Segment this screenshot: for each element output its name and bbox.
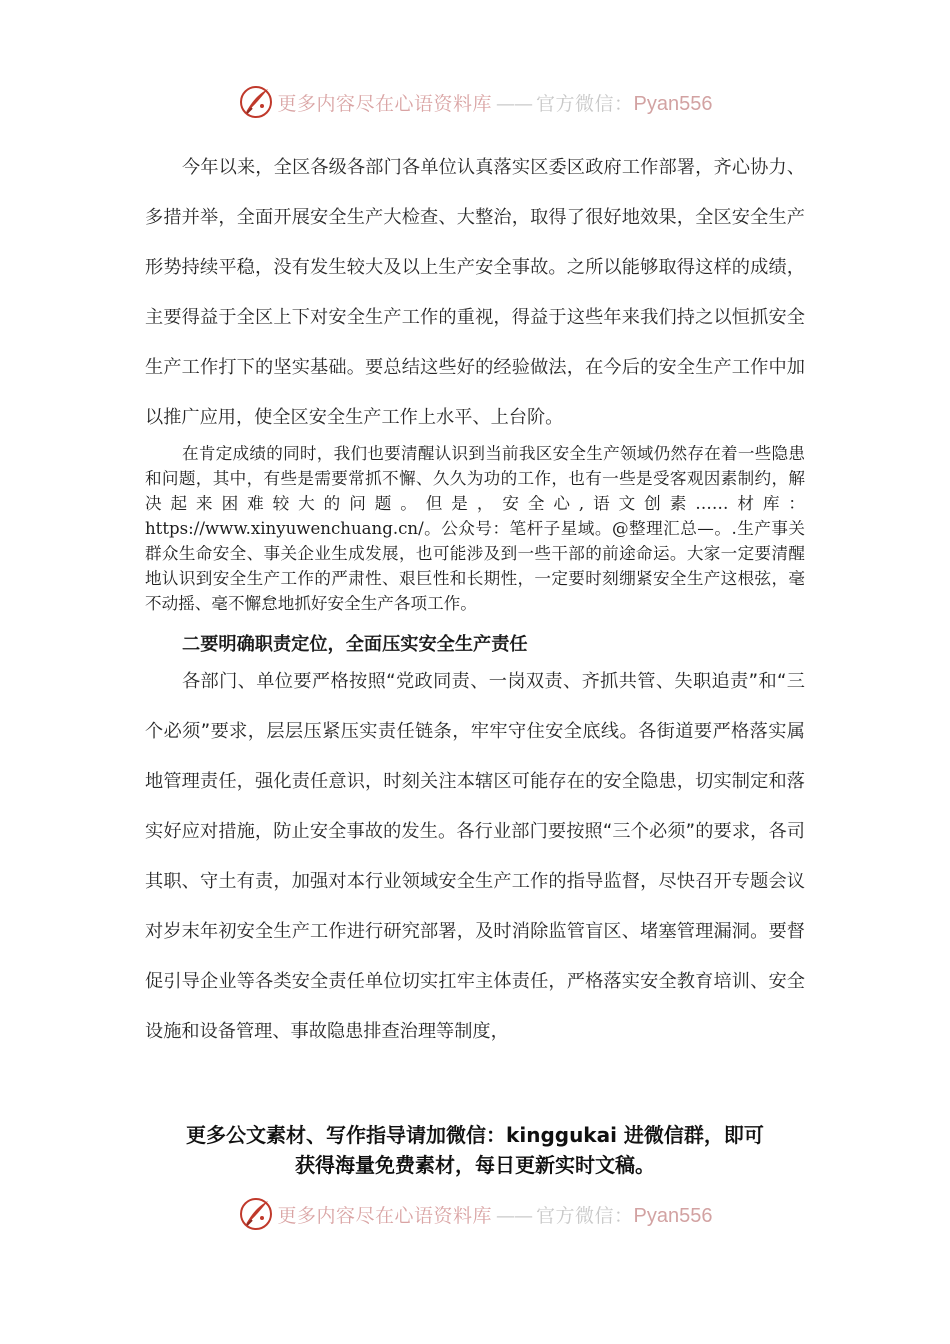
banner-site-text: 更多内容尽在心语资料库 bbox=[277, 92, 493, 115]
banner-wechat-id: Pyan556 bbox=[633, 1204, 713, 1227]
banner-site-text: 更多内容尽在心语资料库 bbox=[277, 1204, 493, 1227]
banner-separator: —— bbox=[496, 92, 533, 115]
section-heading: 二要明确职责定位，全面压实安全生产责任 bbox=[182, 634, 528, 655]
banner-wechat-id: Pyan556 bbox=[633, 92, 713, 115]
footer-banner bbox=[0, 1194, 950, 1234]
banner-text bbox=[278, 89, 713, 116]
quill-logo-icon bbox=[238, 1196, 274, 1232]
body-paragraph-3: 各部门、单位要严格按照“党政同责、一岗双责、齐抓共管、失职追责”和“三个必须”要求，层层压紧压实责任链条，牢牢守住安全底线。各街道要严格落实属地管理责任，强化责任意识，时刻关注本辖区可能存在的安全隐患，切实制定和落实好应对措施，防止安全事故的发生。各行业部门要按照“三个必须”的要求，各司其职、守土有责，加强对本行业领域安全生产工作的指导监督，尽快召开专题会议对岁末年初安全生产工作进行研究部署，及时消除监管盲区、堵塞管理漏洞。要督促引导企业等各类安全责任单位切实扛牢主体责任，严格落实安全教育培训、安全设施和设备管理、事故隐患排查治理等制度， bbox=[145, 671, 805, 1042]
header-banner bbox=[0, 82, 950, 122]
quill-logo-icon bbox=[238, 84, 274, 120]
banner-wechat-label: 官方微信： bbox=[536, 92, 634, 115]
promo-line-2: 获得海量免费素材，每日更新实时文稿。 bbox=[295, 1153, 655, 1177]
promo-line-1: 更多公文素材、写作指导请加微信：kinggukai 进微信群，即可 bbox=[186, 1123, 764, 1147]
banner-wechat-label: 官方微信： bbox=[536, 1204, 634, 1227]
banner-separator: —— bbox=[496, 1204, 533, 1227]
body-paragraph-2: 在肯定成绩的同时，我们也要清醒认识到当前我区安全生产领域仍然存在着一些隐患和问题，其中，有些是需要常抓不懈、久久为功的工作，也有一些是受客观因素制约，解决起来困难较大的问题。但是，安全心,语文创素……材库：https://www.xinyuwenchuang.cn/。公众号：笔杆子星域。@整理汇总—。.生产事关群众生命安全、事关企业生成发展，也可能涉及到一些干部的前途命运。大家一定要清醒地认识到安全生产工作的严肃性、艰巨性和长期性，一定要时刻绷紧安全生产这根弦，毫不动摇、毫不懈怠地抓好安全生产各项工作。 bbox=[145, 444, 805, 613]
promo-notice bbox=[120, 1120, 830, 1180]
body-paragraph-1: 今年以来，全区各级各部门各单位认真落实区委区政府工作部署，齐心协力、多措并举，全面开展安全生产大检查、大整治，取得了很好地效果，全区安全生产形势持续平稳，没有发生较大及以上生产安全事故。之所以能够取得这样的成绩，主要得益于全区上下对安全生产工作的重视，得益于这些年来我们持之以恒抓安全生产工作打下的坚实基础。要总结这些好的经验做法，在今后的安全生产工作中加以推广应用，使全区安全生产工作上水平、上台阶。 bbox=[145, 157, 805, 428]
banner-text bbox=[278, 1201, 713, 1228]
